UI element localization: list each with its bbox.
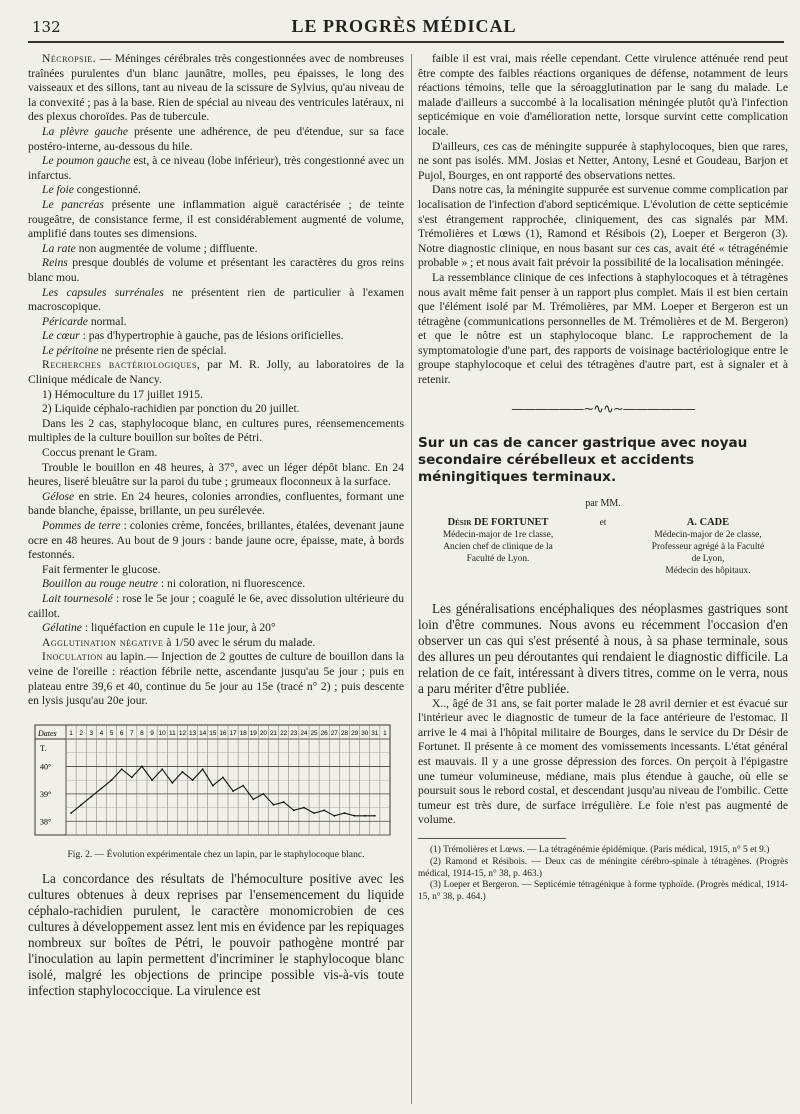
chart-point [273,804,275,806]
left-paragraph [28,286,404,315]
article-body [418,601,788,828]
paragraph-lead: La plèvre gauche [42,124,129,138]
chart-point [212,784,214,786]
paragraph-body: : pas d'hypertrophie à gauche, pas de lésions orificielles. [79,329,344,343]
left-paragraph [28,358,404,387]
chart-x-tick-label: 13 [188,729,197,737]
chart-x-tick-label: 11 [168,729,176,737]
left-paragraph [28,125,404,154]
chart-x-tick-label: 24 [300,729,308,737]
chart-x-tick-label: 1 [69,729,73,737]
left-paragraph [28,183,404,198]
footnote: (1) Trémolières et Lœws. — La tétragénémie épidémique. (Paris médical, 1915, n° 5 et 9.) [430,845,770,855]
paragraph-body: en strie. En 24 heures, colonies arrondies, confluentes, formant une bande blanche, épaisse, brillante, un peu surélevée. [28,489,404,518]
chart-x-tick-label: 17 [229,729,237,737]
chart-x-tick-label: 22 [280,729,288,737]
chart-x-tick-label: 15 [209,729,217,737]
right-paragraph: La ressemblance clinique de ces infections à staphylocoques et à tétragènes nous avait même fait penser à un rapport plus complet. Mais il est bien certain que l'élément isolé par M. Trémolières, par MM. Loeper et Bergeron est un tétragène (communications personnelles de M. Trémolières et de M. Bergeron) et que le nôtre est un staphylocoque blanc. Le rapprochement de la symptomatologie d'une part, des rapports de voisinage bactériologique entre le groupe staphylocoque et celui des tétragènes d'autre part, est à signaler et à retenir. [418,270,788,387]
right-paragraph: Dans notre cas, la méningite suppurée est survenue comme complication par localisation de l'infection d'abord septicémique. L'évolution de cette septicémie s'est étrangement rapprochée, cliniquement, des cas signalés par MM. Trémolières et Lœws (1), Ramond et Résibois (2), Loeper et Bergeron (3). Notre diagnostic clinique, en nous basant sur ces cas, avait été « tétragénémie probable » ; et nous avait fait prévoir la possibilité de la localisation méningée. [418,183,788,270]
chart-point [182,771,184,773]
chart-x-header: Dates [38,728,57,738]
paragraph-body: à 1/50 avec le sérum du malade. [163,635,316,649]
paragraph-body: Trouble le bouillon en 48 heures, à 37°, avec un léger dépôt blanc. En 24 heures, liseré bleuâtre sur la paroi du tube ; grumeaux floconneux à la surface. [28,460,404,489]
chart-point [344,812,346,814]
chart-point [354,815,356,817]
left-paragraph [28,344,404,359]
chart-point [333,815,335,817]
right-paragraphs [418,52,788,388]
chart-point [323,809,325,811]
chart-x-tick-label: 7 [130,729,134,737]
chart-x-tick-label: 30 [361,729,369,737]
author-1-line: Médecin-major de 1re classe, [442,529,554,540]
chart-point [151,779,153,781]
left-paragraph [28,563,404,578]
paragraph-body: : liquéfaction en cupule le 11e jour, à 20° [81,621,276,635]
chart-x-tick-label: 6 [119,729,124,737]
chart-x-tick-label: 21 [269,729,278,737]
chart-point [70,812,72,814]
right-column [418,52,788,904]
paragraph-body: 2) Liquide céphalo-rachidien par ponction du 20 juillet. [42,402,300,416]
chart-x-tick-label: 29 [350,729,359,737]
left-paragraph [28,256,404,285]
chart-x-tick-label: 3 [89,729,94,737]
paragraph-body: par M. R. Jolly, au laboratoires de la Clinique médicale de Nancy. [28,358,404,387]
chart-x-tick-label: 31 [371,729,379,737]
left-paragraph [28,52,404,125]
paragraph-lead: La rate [42,241,76,255]
chart-x-tick-label: 5 [109,729,114,737]
left-paragraph [28,577,404,592]
chart-x-tick-label: 4 [99,729,104,737]
paragraph-lead: Pommes de terre [42,519,121,532]
paragraph-lead: Inoculation [42,650,103,664]
chart-x-tick-label: 8 [140,729,144,737]
chart-x-tick-label: 16 [219,729,227,737]
paragraph-lead: Nécropsie. [42,52,97,65]
temperature-chart [34,723,394,843]
paragraph-lead: Le pancréas [42,197,104,211]
left-paragraph [28,461,404,490]
left-paragraph [28,242,404,257]
right-paragraph: faible il est vrai, mais réelle cependant. Cette virulence atténuée rend peut être compte des faibles réactions organiques de défense, notamment de leurs réactions témoins, telle que la séroagglutination par le sang du malade. Le malade d'ailleurs a succombé à la localisation méningée plutôt qu'à l'infection septicémique en voie d'amélioration nette, lorsque survint cette complication locale. [418,52,788,138]
figure-caption: Fig. 2. — Évolution expérimentale chez un lapin, par le staphylocoque blanc. [67,848,365,860]
paragraph-body: Fait fermenter le glucose. [42,562,161,576]
chart-point [374,815,376,817]
chart-x-tick-label: 2 [79,729,83,737]
left-paragraph [28,490,404,519]
paragraph-lead: Bouillon au rouge neutre [42,577,159,591]
paragraph-body: 1) Hémoculture du 17 juillet 1915. [42,387,203,401]
left-paragraph [28,154,404,183]
paragraph-body: : ni coloration, ni fluorescence. [158,577,306,591]
chart-x-tick-label: 12 [178,729,187,737]
article-paragraph: Les généralisations encéphaliques des néoplasmes gastriques sont loin d'être communes. Nous avons eu récemment l'occasion d'en observer un cas qui s'est présenté à nous, à sa phase terminale, sous des allures un peu déroutantes qui rendaient le diagnostic difficile. La relation de ce fait, intéressant à divers titres, comme on le verra, nous a paru mériter d'être publiée. [418,600,788,696]
paragraph-lead: Le péritoine [42,343,99,357]
chart-x-tick-label: 27 [330,729,338,737]
left-paragraph [28,388,404,403]
chart-point [171,782,173,784]
paragraph-body: ne présentent rien de particulier à l'examen macroscopique. [28,285,404,314]
left-paragraph [28,315,404,330]
paragraph-body: normal. [87,314,127,328]
left-paragraph [28,198,404,242]
author-conjunction: et [599,517,607,528]
paragraph-body: Dans les 2 cas, staphylocoque blanc, en cultures pures, réensemencements multiples de la culture bouillon sur boîtes de Pétri. [28,416,404,445]
paragraph-body: au lapin.— Injection de 2 gouttes de culture de bouillon dans la veine de l'oreille : réaction fébrile nette, ascendante jusqu'au 5e jour ; puis en plateau entre 39,6 et 40, continue du 5e jour au 15e (tracé n° 2) ; puis descente en lysis jusqu'au 20e jour. [28,650,404,708]
footnote: (2) Ramond et Résibois. — Deux cas de méningite cérébro-spinale à tétragènes. (Progrès médical, 1914-15, n° 38, p. 463.) [418,856,788,879]
chart-point [90,795,92,797]
chart-point [283,801,285,803]
left-paragraph [28,636,404,651]
paragraph-lead: Gélose [42,489,75,503]
author-1 [418,517,578,577]
paragraph-lead: Gélatine [42,621,82,635]
author-1-line: Ancien chef de clinique de la [443,541,553,552]
paragraph-lead: Péricarde [42,314,88,328]
paragraph-body: : colonies crème, foncées, brillantes, étalées, devenant jaune ocre en 48 heures. Au bout de 9 jours : bande jaune ocre, épaisse, mate, à bords festonnés. [28,519,404,562]
paragraph-lead: Les capsules surrénales [42,285,164,299]
journal-title: LE PROGRÈS MÉDICAL [291,16,517,36]
chart-point [313,812,315,814]
left-paragraph [28,621,404,636]
article-par: par MM. [585,497,621,509]
paragraph-body: — Méninges cérébrales très congestionnées avec de nombreuses traînées purulentes d'un blanc jaunâtre, molles, peu épaisses, le long des vaisseaux et des sillons, tant au niveau de la scissure de Sylvius, qu'au niveau de la convexité ; pas à la base. Rien de spécial au niveau des ventricules latéraux, ni des plexus choroïdes. Pas de tubercule. [28,52,404,124]
left-paragraph [28,592,404,621]
left-paragraph [28,519,404,563]
author-2-name: A. CADE [686,516,730,528]
author-2-line: Professeur agrégé à la Faculté [651,541,765,552]
chart-point [101,787,103,789]
chart-x-tick-label: 9 [150,729,154,737]
paragraph-body: ne présente rien de spécial. [98,343,227,357]
paragraph-body: presque doublés de volume et présentant les caractères du gros reins blanc mou. [28,256,404,284]
paragraph-body: Coccus prenant le Gram. [42,446,158,460]
paragraph-body: : rose le 5e jour ; coagulé le 6e, avec dissolution ultérieure du caillot. [28,591,404,620]
chart-y-tick-label: 39° [40,789,52,799]
paragraph-lead: Reins [42,256,68,270]
section-ornament: ——————∼∿∿∼—————— [511,401,695,417]
chart-point [303,806,305,808]
chart-x-tick-label: 23 [290,729,298,737]
left-paragraph [28,417,404,446]
chart-x-tick-label: 28 [340,729,349,737]
chart-point [202,768,204,770]
paragraph-body: présente une inflammation aiguë caractérisée ; de teinte rougeâtre, de consistance ferme, il est considérablement augmenté de volume, amplifié dans toutes ses dimensions. [28,197,404,241]
left-paragraphs [28,52,404,709]
article-authors [418,517,788,577]
chart-point [141,765,143,767]
chart-x-tick-label: 18 [239,729,247,737]
left-paragraph [28,402,404,417]
author-1-affiliation [418,529,578,565]
article-paragraph: X.., âgé de 31 ans, se fait porter malade le 28 avril dernier et est évacué sur l'intérieur avec le diagnostic de tumeur de la face antérieure de l'estomac. Il arrive le 4 mai à l'hôpital militaire de Bourges, dans le service du Dr Désir de Fortunet. Il présente à ce moment des vomissements incessants. L'état général est mauvais. Il y a une grosse dépression des forces. On perçoit à l'épigastre une tumeur volumineuse, médiane, mais plus étendue à gauche, où elle se poursuit sous le rebord costal, et descendant jusqu'au niveau de l'ombilic. Cette tumeur est très dure, de surface irrégulière. Le foie n'est pas augmenté de volume. [418,696,788,827]
page-header [28,14,780,40]
left-paragraphs-after [28,871,404,999]
chart-point [242,784,244,786]
chart-point [131,776,133,778]
paragraph-lead: Le cœur [42,329,80,343]
paragraph-lead: Recherches bactériologiques, [42,358,201,372]
chart-x-tick-label: 19 [249,729,257,737]
left-paragraph [28,446,404,461]
chart-x-tick-label: 25 [310,729,318,737]
chart-x-tick-label: 10 [158,729,166,737]
author-2-line: Médecin-major de 2e classe, [654,529,762,540]
footnote-rule [418,838,566,839]
footnote: (3) Loeper et Bergeron. — Septicémie tétragénique à forme typhoïde. (Progrès médical, 1914-15, n° 38, p. 464.) [418,880,788,903]
left-paragraph [28,329,404,344]
author-2 [628,517,788,577]
author-2-affiliation [628,529,788,577]
chart-y-tick-label: 38° [40,817,52,827]
chart-x-tick-label: 20 [259,729,268,737]
author-2-line: de Lyon, [691,553,725,564]
author-2-line: Médecin des hôpitaux. [665,565,751,576]
page-number: 132 [32,18,61,36]
chart-x-tick-label: 14 [199,729,207,737]
paragraph-body: est, à ce niveau (lobe inférieur), très congestionné avec un infarctus. [28,154,404,182]
right-paragraph: D'ailleurs, ces cas de méningite suppurée à staphylocoques, bien que rares, ne sont pas isolés. MM. Josias et Netter, Antony, Lesné et Goudeau, Barjon et Pujol, Bourges, en ont rapporté des observations nettes. [418,139,788,182]
paragraph-body: non augmentée de volume ; diffluente. [75,241,258,255]
chart-point [222,776,224,778]
chart-point [192,779,194,781]
paragraph-lead: Agglutination négative [42,635,164,649]
paragraph-lead: Lait tournesolé [42,591,113,605]
chart-point [111,779,113,781]
paragraph-lead: Le poumon gauche [42,154,131,168]
footnotes [418,845,788,904]
chart-y-tick-label: T. [40,743,47,753]
header-rule [28,41,784,43]
left-paragraph-after: La concordance des résultats de l'hémoculture positive avec les cultures obtenues à deux reprises par l'ensemencement du liquide céphalo-rachidien purulent, le caractère monomicrobien de ces cultures à développement assez lent mis en évidence par les repiquages nombreux sur boîtes de Pétri, le pouvoir pathogène montré par l'inoculation au lapin permettent d'incriminer le staphylocoque blanc isolé, malgré les objections de principe possible vis-à-vis toute infection staphylococcique. La virulence est [28,870,404,998]
paragraph-body: congestionné. [73,183,141,197]
chart-point [161,768,163,770]
chart-point [232,790,234,792]
chart-point [263,793,265,795]
chart-point [293,809,295,811]
left-paragraph [28,650,404,708]
author-1-line: Faculté de Lyon. [466,553,530,564]
chart-point [121,768,123,770]
column-divider [411,54,412,1104]
chart-x-tick-label: 1 [383,729,387,737]
paragraph-lead: Le foie [42,183,74,197]
chart-point [80,804,82,806]
author-1-name: Désir DE FORTUNET [447,516,549,528]
paragraph-body: présente une adhérence, de peu d'étendue, sur sa face postéro-interne, au-dessous du hile. [28,124,404,153]
chart-point [252,798,254,800]
chart-svg [34,723,394,843]
chart-x-tick-label: 26 [320,729,328,737]
chart-y-tick-label: 40° [40,762,52,772]
chart-point [364,815,366,817]
article-title: Sur un cas de cancer gastrique avec noyau secondaire cérébelleux et accidents méningitiques terminaux. [418,434,748,485]
left-column [28,52,404,999]
